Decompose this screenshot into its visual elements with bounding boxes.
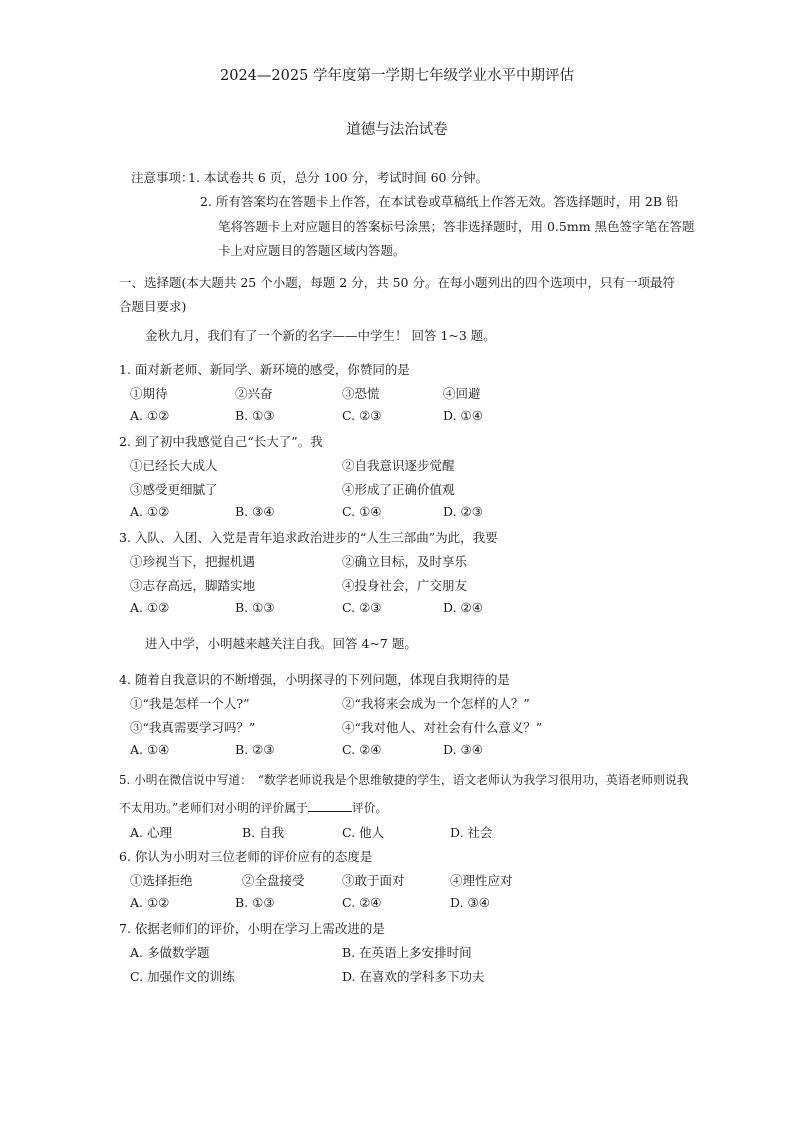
answer-choice: B. ②③ (235, 742, 275, 757)
section-heading-line-2: 合题目要求) (119, 299, 187, 314)
option-statement: ①“我是怎样一个人?” (130, 696, 250, 711)
option-statement: ③志存高远，脚踏实地 (130, 578, 256, 593)
answer-choice: D. 社会 (450, 825, 493, 840)
answer-choice: A. ①② (130, 408, 170, 423)
answer-choice: A. ①② (130, 600, 170, 615)
answer-choice: B. ①③ (235, 895, 275, 910)
question-stem-text: 不太用功。”老师们对小明的评价属于 (119, 801, 308, 815)
option-statement: ②兴奋 (235, 386, 273, 401)
option-statement: ①期待 (130, 386, 168, 401)
answer-choice: C. ②④ (342, 742, 382, 757)
option-statement: ④投身社会，广交朋友 (342, 578, 468, 593)
option-statement: ③感受更细腻了 (130, 482, 218, 497)
answer-blank (308, 799, 352, 812)
question-stem-line-2 (119, 799, 387, 816)
answer-choice: D. ②③ (443, 504, 483, 519)
answer-choice: D. 在喜欢的学科多下功夫 (342, 969, 485, 984)
question-stem: 2. 到了初中我感觉自己“长大了”。我 (119, 434, 323, 449)
question-stem-line-1: 5. 小明在微信说中写道： “数学老师说我是个思维敏捷的学生，语文老师认为我学习很用功，英语老师则说我 (119, 773, 689, 787)
answer-choice: C. ①④ (342, 504, 382, 519)
answer-choice: B. ③④ (235, 504, 275, 519)
answer-choice: B. ①③ (235, 600, 275, 615)
exam-title: 2024—2025 学年度第一学期七年级学业水平中期评估 (220, 68, 574, 84)
section-heading-line-1: 一、选择题(本大题共 25 个小题，每题 2 分，共 50 分。在每小题列出的四个选项中，只有一项最符 (119, 275, 675, 290)
exam-subject-title: 道德与法治试卷 (346, 122, 448, 138)
answer-choice: A. 多做数学题 (130, 945, 210, 960)
option-statement: ②自我意识逐步觉醒 (342, 458, 455, 473)
answer-choice: B. 自我 (242, 825, 285, 840)
question-stem-text: 评价。 (351, 801, 388, 815)
section-intro-1: 金秋九月，我们有了一个新的名字——中学生！ 回答 1~3 题。 (145, 328, 496, 343)
answer-choice: C. 加强作文的训练 (130, 969, 235, 984)
answer-choice: D. ①④ (443, 408, 483, 423)
answer-choice: A. 心理 (130, 825, 172, 840)
notes-item-2-line-2: 笔将答题卡上对应题目的答案标号涂黑；答非选择题时，用 0.5mm 黑色签字笔在答题 (218, 219, 695, 234)
answer-choice: D. ③④ (443, 742, 483, 757)
option-statement: ②“我将来会成为一个怎样的人？” (342, 696, 530, 711)
option-statement: ①选择拒绝 (130, 873, 193, 888)
option-statement: ③恐慌 (342, 386, 380, 401)
answer-choice: A. ①② (130, 504, 170, 519)
answer-choice: D. ③④ (450, 895, 490, 910)
option-statement: ②全盘接受 (242, 873, 305, 888)
answer-choice: C. ②③ (342, 600, 382, 615)
answer-choice: C. 他人 (342, 825, 385, 840)
option-statement: ①珍视当下，把握机遇 (130, 554, 256, 569)
question-stem: 6. 你认为小明对三位老师的评价应有的态度是 (119, 849, 373, 864)
option-statement: ④理性应对 (450, 873, 513, 888)
option-statement: ④形成了正确价值观 (342, 482, 455, 497)
answer-choice: C. ②④ (342, 895, 382, 910)
question-stem: 3. 入队、入团、入党是青年追求政治进步的“人生三部曲”为此，我要 (119, 530, 498, 545)
answer-choice: B. ①③ (235, 408, 275, 423)
section-intro-2: 进入中学，小明越来越关注自我。回答 4~7 题。 (145, 636, 417, 651)
answer-choice: B. 在英语上多安排时间 (342, 945, 472, 960)
option-statement: ①已经长大成人 (130, 458, 218, 473)
question-stem: 1. 面对新老师、新同学、新环境的感受，你赞同的是 (119, 362, 410, 377)
answer-choice: C. ②③ (342, 408, 382, 423)
option-statement: ④“我对他人、对社会有什么意义？” (342, 720, 543, 735)
option-statement: ②确立目标，及时享乐 (342, 554, 468, 569)
option-statement: ④回避 (443, 386, 481, 401)
question-stem: 7. 依据老师们的评价，小明在学习上需改进的是 (119, 921, 385, 936)
question-stem: 4. 随着自我意识的不断增强，小明探寻的下列问题，体现自我期待的是 (119, 672, 510, 687)
answer-choice: D. ②④ (443, 600, 483, 615)
answer-choice: A. ①② (130, 895, 170, 910)
notes-item-2-line-1: 2. 所有答案均在答题卡上作答，在本试卷或草稿纸上作答无效。答选择题时，用 2B 铅 (200, 194, 679, 209)
notes-label: 注意事项： (131, 170, 194, 185)
option-statement: ③“我真需要学习吗？” (130, 720, 256, 735)
notes-item-2-line-3: 卡上对应题目的答题区域内答题。 (218, 243, 406, 258)
answer-choice: A. ①④ (130, 742, 170, 757)
option-statement: ③敢于面对 (342, 873, 405, 888)
notes-item-1: 1. 本试卷共 6 页，总分 100 分，考试时间 60 分钟。 (188, 170, 488, 185)
